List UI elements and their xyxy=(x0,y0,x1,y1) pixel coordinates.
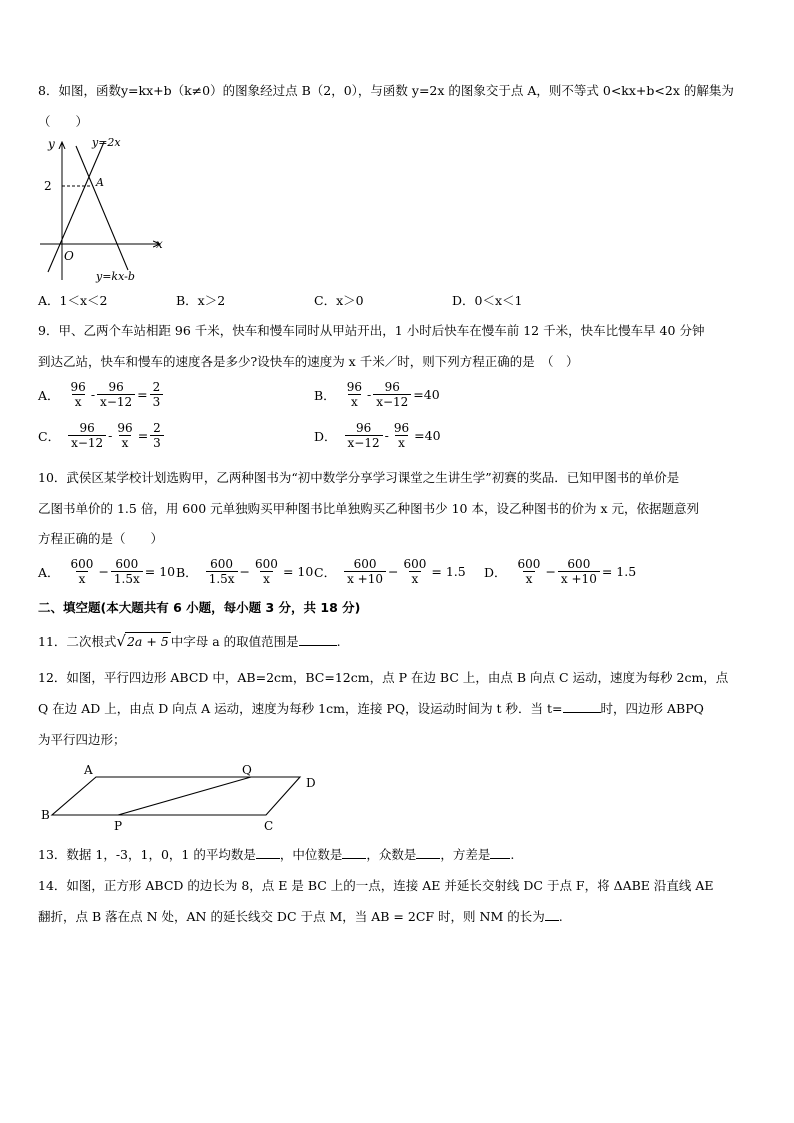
tick-label-2: 2 xyxy=(44,179,52,193)
q12-parallelogram-figure xyxy=(38,760,338,836)
q10-option-b[interactable]: B． $\frac{600}{1.5x}$ − $\frac{600}{x}$ = 10 xyxy=(176,557,314,586)
q12-stem-line1: 12．如图，平行四边形 ABCD 中，AB=2cm，BC=12cm，点 P 在边 BC 上，由点 B 向点 C 运动，速度为每秒 2cm，点 xyxy=(38,670,729,685)
q12-answer-blank[interactable] xyxy=(563,700,601,713)
q10-option-c[interactable]: C． $\frac{600}{x +10}$ − $\frac{600}{x}$ = 1.5 xyxy=(314,557,466,586)
q8-option-b[interactable]: B．x＞2 xyxy=(176,293,226,308)
q12-stem-line3: 为平行四边形； xyxy=(38,732,126,747)
origin-label: O xyxy=(64,249,74,263)
vertex-d-label: D xyxy=(306,776,316,790)
y-axis-label: y xyxy=(48,137,55,151)
q9-stem-line2: 到达乙站，快车和慢车的速度各是多少?设快车的速度为 x 千米／时，则下列方程正确的是 （ ） xyxy=(38,354,579,369)
q10-stem-line3: 方程正确的是（ ） xyxy=(38,531,164,546)
label-y-2x: y=2x xyxy=(92,136,121,149)
q13-stem: 13．数据 1，-3，1，0，1 的平均数是 ，中位数是 ，众数是 ，方差是 . xyxy=(38,847,515,862)
q14-stem-line1: 14．如图，正方形 ABCD 的边长为 8，点 E 是 BC 上的一点，连接 AE 并延长交射线 DC 于点 F，将 ΔABE 沿直线 AE xyxy=(38,878,714,893)
q8-option-c[interactable]: C．x＞0 xyxy=(314,293,364,308)
q11-answer-blank[interactable] xyxy=(299,633,337,646)
point-p-label: P xyxy=(114,819,123,833)
segment-pq xyxy=(118,777,251,815)
q13-median-blank[interactable] xyxy=(342,846,366,859)
q11-radicand: 2a + 5 xyxy=(126,634,169,649)
line-y-kx-b xyxy=(76,146,128,270)
q13-mean-blank[interactable] xyxy=(256,846,280,859)
q8-function-graph xyxy=(36,134,176,284)
q8-option-d[interactable]: D．0＜x＜1 xyxy=(452,293,523,308)
parallelogram-abcd xyxy=(52,777,300,815)
vertex-a-label: A xyxy=(84,763,93,777)
section-heading-fill-in: 二、填空题(本大题共有 6 小题，每小题 3 分，共 18 分) xyxy=(38,600,361,615)
q9-option-d[interactable]: D． $\frac{96}{x-12}$ - $\frac{96}{x}$ =40 xyxy=(314,421,441,450)
x-axis-label: x xyxy=(156,237,163,251)
q11-stem: 11．二次根式√2a + 5 中字母 a 的取值范围是 . xyxy=(38,632,341,650)
q13-variance-blank[interactable] xyxy=(490,846,510,859)
q9-option-b[interactable]: B． $\frac{96}{x}$ - $\frac{96}{x-12}$ =40 xyxy=(314,380,440,409)
line-y-2x xyxy=(48,142,104,272)
q9-stem-line1: 9．甲、乙两个车站相距 96 千米，快车和慢车同时从甲站开出，1 小时后快车在慢车前 12 千米，快车比慢车早 40 分钟 xyxy=(38,323,705,338)
q14-answer-blank[interactable] xyxy=(545,908,559,921)
q13-mode-blank[interactable] xyxy=(416,846,440,859)
q10-option-a[interactable]: A． $\frac{600}{x}$ − $\frac{600}{1.5x}$ = 10 xyxy=(38,557,176,586)
q10-stem-line2: 乙图书单价的 1.5 倍，用 600 元单独购买甲种图书比单独购买乙种图书少 10 本，设乙种图书的价为 x 元，依据题意列 xyxy=(38,501,699,516)
q8-stem-line1: 8．如图，函数y=kx+b（k≠0）的图象经过点 B（2，0），与函数 y=2x 的图象交于点 A，则不等式 0<kx+b<2x 的解集为 xyxy=(38,83,734,98)
q10-option-d[interactable]: D． $\frac{600}{x}$ − $\frac{600}{x +10}$ = 1.5 xyxy=(484,557,637,586)
vertex-c-label: C xyxy=(264,819,274,833)
point-a-label: A xyxy=(96,176,104,189)
q9-option-a[interactable]: A． $\frac{96}{x}$ - $\frac{96}{x-12}$ = $\frac{2}{3}$ xyxy=(38,380,165,409)
q14-stem-line2: 翻折，点 B 落在点 N 处，AN 的延长线交 DC 于点 M，当 AB = 2CF 时，则 NM 的长为 . xyxy=(38,909,563,924)
q10-stem-line1: 10．武侯区某学校计划选购甲，乙两种图书为“初中数学分享学习课堂之生讲生学”初赛的奖品．已知甲图书的单价是 xyxy=(38,470,680,485)
q12-stem-line2: Q 在边 AD 上，由点 D 向点 A 运动，速度为每秒 1cm，连接 PQ，设运动时间为 t 秒．当 t= 时，四边形 ABPQ xyxy=(38,701,704,716)
point-q-label: Q xyxy=(242,763,252,777)
label-y-kx-b: y=kx-b xyxy=(96,270,135,283)
q8-option-a[interactable]: A．1＜x＜2 xyxy=(38,293,108,308)
q8-stem-line2: （ ） xyxy=(38,114,89,129)
q9-option-c[interactable]: C． $\frac{96}{x-12}$ - $\frac{96}{x}$ = $\frac{2}{3}$ xyxy=(38,421,166,450)
vertex-b-label: B xyxy=(41,808,50,822)
